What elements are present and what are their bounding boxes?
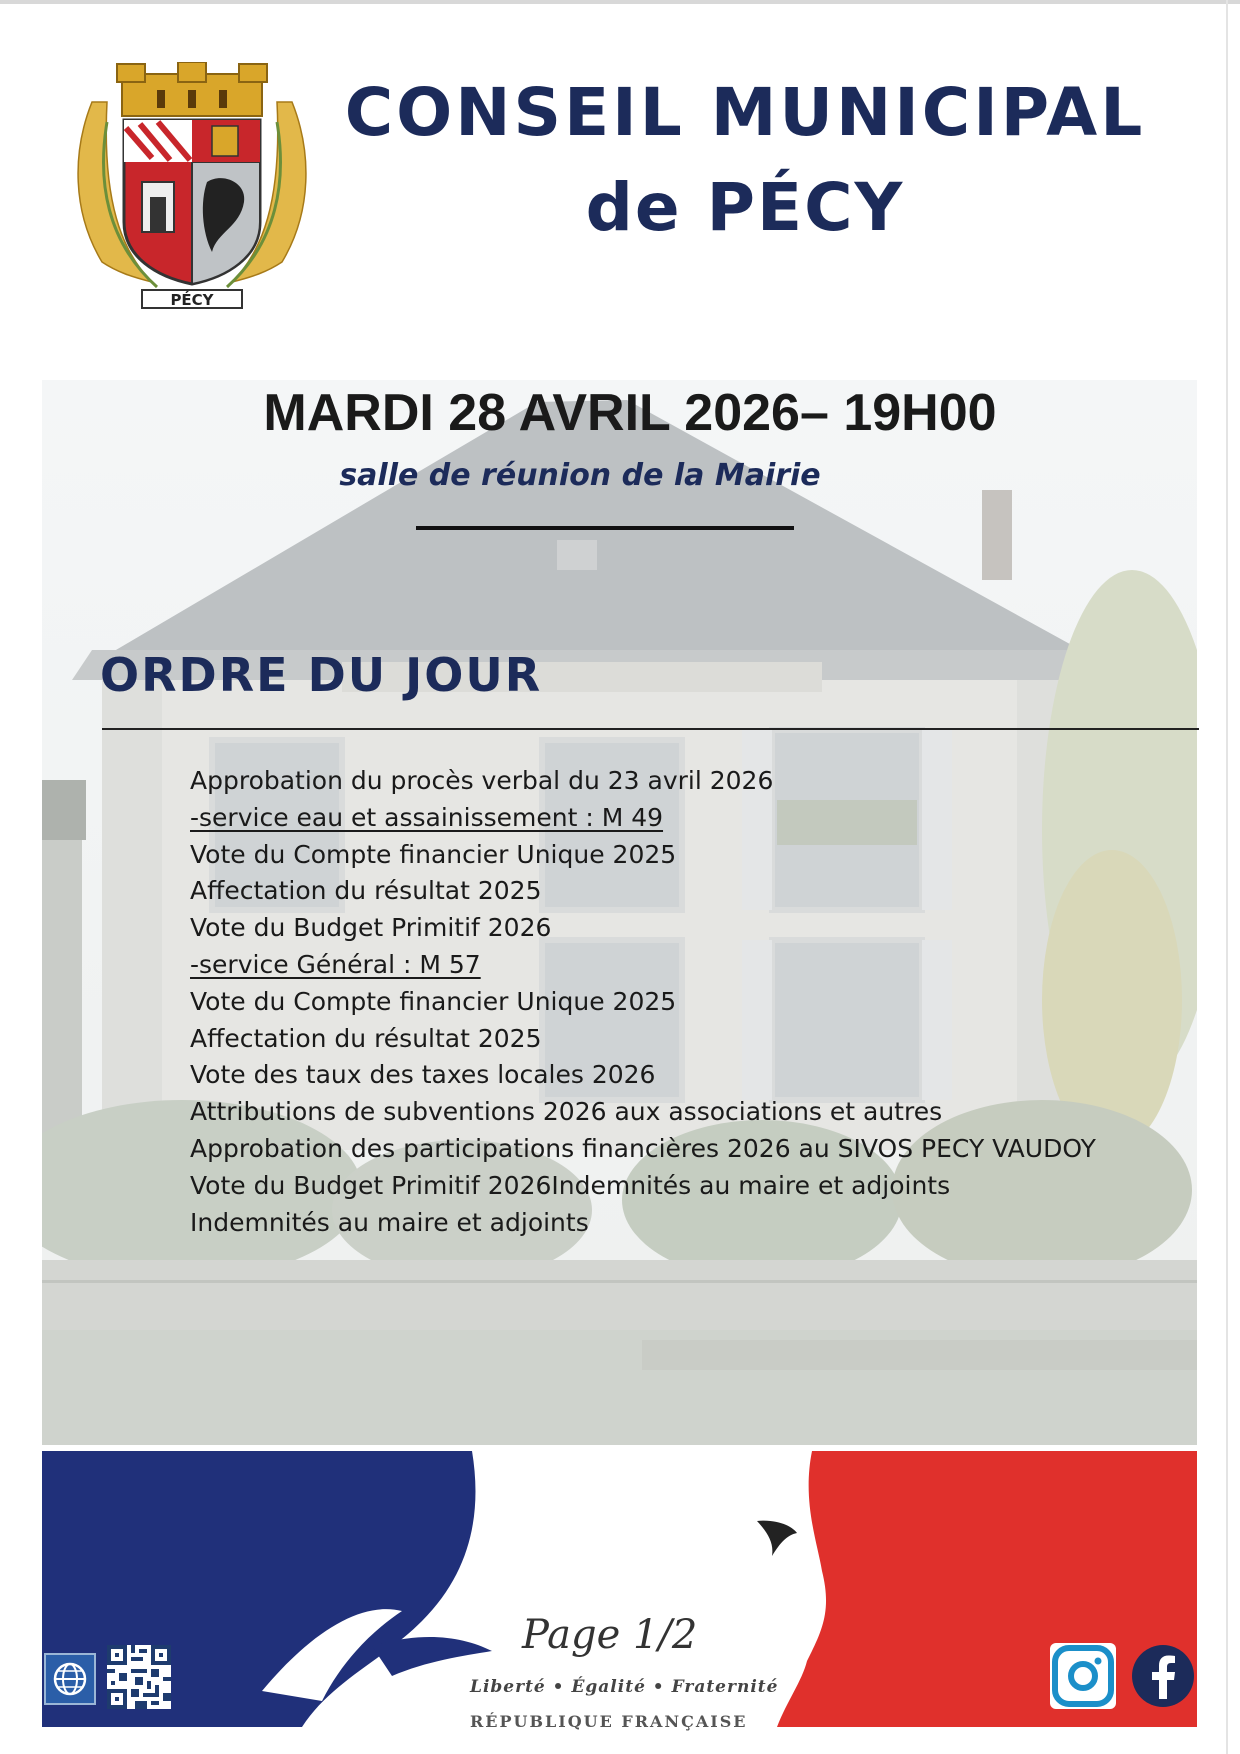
facebook-icon[interactable]	[1130, 1643, 1196, 1709]
agenda-item: Attributions de subventions 2026 aux associations et autres	[190, 1097, 943, 1127]
agenda-item: Vote du Budget Primitif 2026	[190, 913, 552, 943]
agenda-item: Vote des taux des taxes locales 2026	[190, 1060, 656, 1090]
qr-code-icon[interactable]	[107, 1645, 171, 1709]
title-line-2: de PÉCY	[585, 169, 905, 246]
instagram-icon[interactable]	[1050, 1643, 1116, 1709]
agenda-heading: ORDRE DU JOUR	[100, 648, 543, 702]
agenda-item: Approbation du procès verbal du 23 avril 2026	[190, 766, 774, 795]
meeting-date-time: MARDI 28 AVRIL 2026– 19H00	[263, 384, 997, 442]
handwritten-page-number: Page 1/2	[522, 1612, 698, 1658]
republic-motto: Liberté • Égalité • Fraternité	[470, 1677, 779, 1697]
agenda-divider	[102, 728, 1199, 730]
agenda-item: Vote du Compte financier Unique 2025	[190, 839, 677, 869]
date-divider	[416, 526, 794, 530]
meeting-venue: salle de réunion de la Mairie	[339, 458, 821, 493]
globe-icon[interactable]	[44, 1653, 96, 1705]
agenda-item: -service eau et assainissement : M 49	[190, 802, 664, 832]
agenda-item: -service Général : M 57	[190, 949, 481, 979]
agenda-item: Vote du Budget Primitif 2026Indemnités au maire et adjoints	[190, 1170, 951, 1200]
agenda-item: Affectation du résultat 2025	[190, 876, 542, 906]
crest-label: PÉCY	[170, 291, 214, 309]
agenda-item: Indemnités au maire et adjoints	[190, 1207, 589, 1237]
agenda-list	[190, 763, 1180, 1241]
title-line-1: CONSEIL MUNICIPAL	[344, 74, 1146, 151]
page-title	[330, 68, 1160, 256]
republic-name: RÉPUBLIQUE FRANÇAISE	[470, 1712, 748, 1731]
agenda-item: Affectation du résultat 2025	[190, 1023, 542, 1053]
coat-of-arms-logo	[62, 62, 322, 312]
agenda-item: Vote du Compte financier Unique 2025	[190, 986, 677, 1016]
agenda-item: Approbation des participations financières 2026 au SIVOS PECY VAUDOY	[190, 1133, 1096, 1163]
